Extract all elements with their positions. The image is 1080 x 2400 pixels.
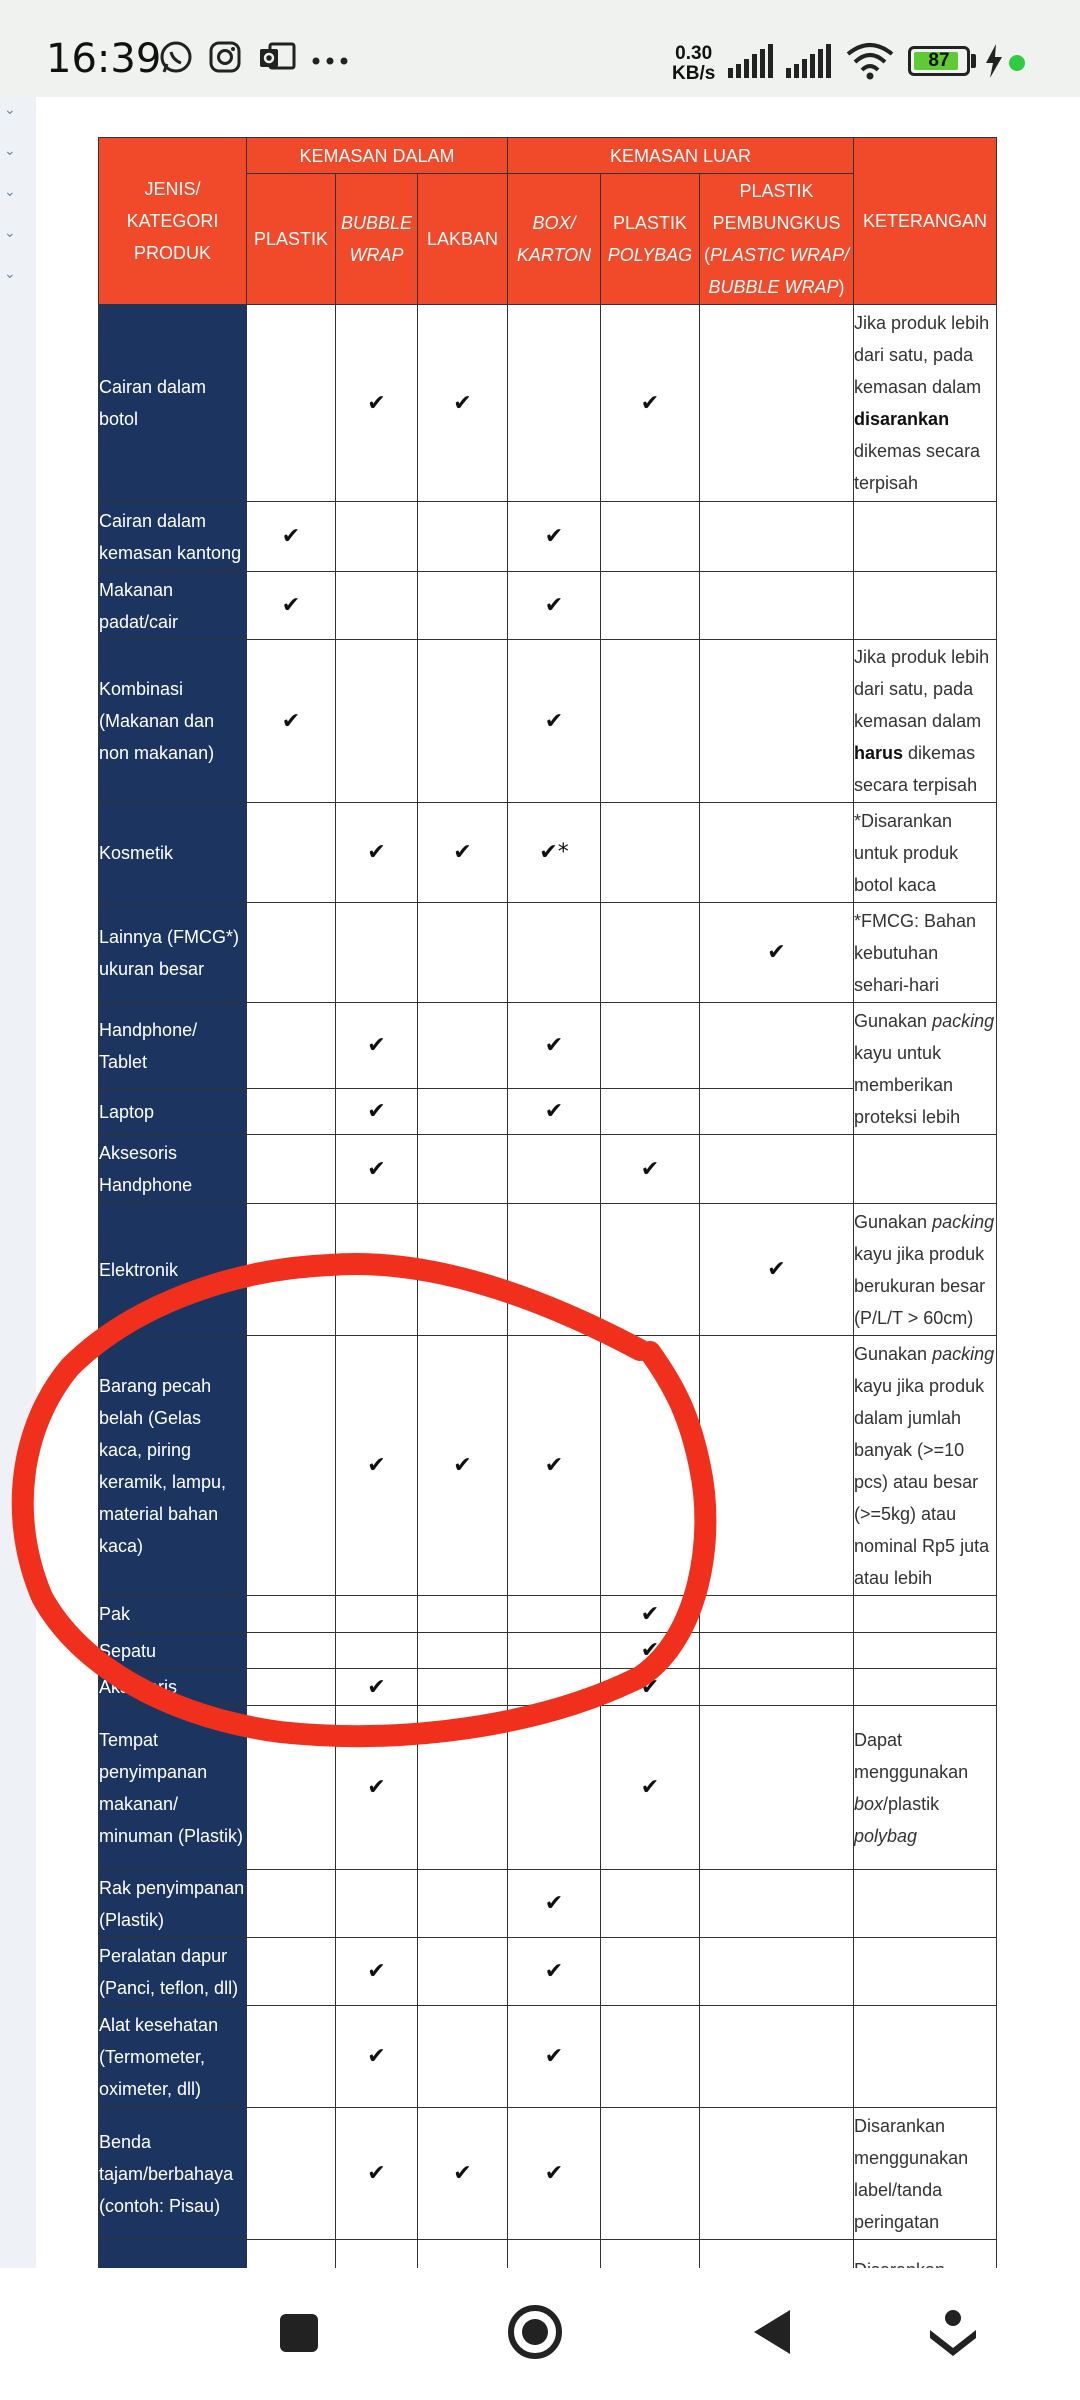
check-cell [247,1596,336,1633]
check-cell [418,1089,508,1135]
category-cell: Cairan dalam botol [99,305,247,502]
check-cell: ✔ [508,572,601,640]
check-cell: ✔ [336,305,418,502]
note-text: harus [854,743,904,763]
check-cell: ✔ [601,1135,700,1204]
category-cell: Peralatan dapur (Panci, teflon, dll) [99,1938,247,2006]
header-plastik-pembungkus [700,174,854,305]
notes-cell [854,1003,997,1135]
home-button[interactable] [507,2304,563,2360]
category-cell: Handphone/ Tablet [99,1003,247,1089]
pembungkus-a: PLASTIK PEMBUNGKUS ( [703,181,841,265]
signal-icon [728,44,774,78]
check-cell: ✔ [336,2108,418,2240]
note-text: dikemas secara terpisah [854,743,978,795]
check-cell: ✔ [508,502,601,572]
note-text: packing [932,1010,995,1031]
check-cell [601,2006,700,2108]
charging-icon [984,44,1004,78]
check-cell [700,1938,854,2006]
check-cell [336,1204,418,1336]
note-text: Gunakan [854,1343,933,1364]
note-text: kayu jika produk dalam jumlah banyak (>=10 pcs) atau besar (>=5kg) atau nominal Rp5 juta atau lebih [854,1375,990,1588]
check-cell [700,803,854,903]
check-cell: ✔ [601,1706,700,1870]
check-cell [418,903,508,1003]
table-row [99,1596,997,1633]
check-cell [700,1003,854,1089]
note-text: /plastik [883,1793,940,1814]
check-cell [418,572,508,640]
check-cell: ✔ [418,305,508,502]
outline-sidebar [0,97,36,2268]
notes-cell [854,1669,997,1706]
speed-unit: KB/s [672,63,716,84]
header-plastik: PLASTIK [247,174,336,305]
check-cell [700,1089,854,1135]
table-row [99,1633,997,1669]
chevron-down-icon[interactable]: ⌄ [4,142,16,158]
check-cell [336,640,418,803]
pembungkus-c: ) [838,277,845,297]
check-cell [700,1706,854,1870]
check-cell [700,1336,854,1596]
check-cell [601,1870,700,1938]
signal-icon [786,44,832,78]
note-text: Jika produk lebih dari satu, pada kemasan dalam [854,647,990,731]
check-cell [601,640,700,803]
check-cell [418,1938,508,2006]
check-cell: ✔ [508,640,601,803]
check-cell: ✔ [336,1938,418,2006]
check-cell [247,903,336,1003]
check-cell [247,1336,336,1596]
check-cell: ✔ [418,2108,508,2240]
category-cell: Sepatu [99,1633,247,1669]
check-cell [700,2108,854,2240]
check-cell [700,1596,854,1633]
check-cell [336,1596,418,1633]
check-cell: ✔ [601,1596,700,1633]
check-cell [601,1938,700,2006]
note-text: Gunakan [854,1010,933,1031]
notes-cell [854,1204,997,1336]
check-cell [418,1135,508,1204]
check-cell [700,1135,854,1204]
table-row [99,1135,997,1204]
check-cell [601,1204,700,1336]
header-lakban: LAKBAN [418,174,508,305]
check-cell [418,1596,508,1633]
note-text: dikemas secara terpisah [854,441,981,493]
chevron-down-icon[interactable]: ⌄ [4,265,16,281]
category-cell: Pak [99,1596,247,1633]
check-cell [336,1870,418,1938]
charging-dot [1009,55,1025,71]
table-row [99,640,997,803]
battery-tip [971,54,976,68]
check-cell [336,1633,418,1669]
check-cell [418,1870,508,1938]
check-cell [700,2006,854,2108]
check-cell [508,1204,601,1336]
header-outer-packaging: KEMASAN LUAR [508,138,854,174]
check-cell [601,1336,700,1596]
check-cell: ✔ [247,640,336,803]
check-cell [247,1669,336,1706]
notes-cell [854,305,997,502]
outlook-icon [258,40,296,74]
check-cell [700,1633,854,1669]
check-cell: ✔ [700,1204,854,1336]
category-cell: Alat kesehatan (Termometer, oximeter, dll) [99,2006,247,2108]
check-cell: ✔ [601,305,700,502]
check-cell [508,1669,601,1706]
category-cell: Elektronik [99,1204,247,1336]
check-cell [247,803,336,903]
back-button[interactable] [752,2308,792,2356]
table-row [99,1870,997,1938]
check-cell [601,1003,700,1089]
check-cell: ✔ [508,1089,601,1135]
check-cell: ✔ [247,502,336,572]
table-row [99,1336,997,1596]
check-cell: ✔ [336,2006,418,2108]
check-cell [247,1003,336,1089]
check-cell [247,2006,336,2108]
check-cell [247,305,336,502]
notes-cell [854,1596,997,1633]
check-cell [508,1706,601,1870]
check-cell [508,305,601,502]
check-cell [336,903,418,1003]
check-cell: ✔ [336,1089,418,1135]
notes-cell [854,1633,997,1669]
check-cell [601,803,700,903]
table-body [99,305,997,2300]
check-cell [336,502,418,572]
check-cell: ✔* [508,803,601,903]
category-cell: Kombinasi (Makanan dan non makanan) [99,640,247,803]
check-cell: ✔ [601,1669,700,1706]
check-cell [700,1669,854,1706]
table-row [99,502,997,572]
check-cell: ✔ [247,572,336,640]
instagram-icon [208,40,242,74]
check-cell [247,1706,336,1870]
check-cell: ✔ [336,803,418,903]
wifi-icon [846,42,894,80]
assist-button[interactable] [928,2308,978,2358]
check-cell [601,572,700,640]
check-cell [247,1633,336,1669]
table-row [99,1204,997,1336]
notes-cell [854,1135,997,1204]
table-row [99,2006,997,2108]
table-row [99,572,997,640]
note-text: disarankan [854,409,950,429]
check-cell [601,903,700,1003]
check-cell [247,1135,336,1204]
network-speed [672,44,715,84]
check-cell [247,1204,336,1336]
notes-cell [854,572,997,640]
notes-cell [854,640,997,803]
category-cell: Benda tajam/berbahaya (contoh: Pisau) [99,2108,247,2240]
check-cell [418,640,508,803]
note-text: polybag [854,1825,918,1846]
notes-cell: Disarankan menggunakan label/tanda peringatan [854,2108,997,2240]
note-text: Jika produk lebih dari satu, pada kemasan dalam [854,313,990,397]
check-cell: ✔ [508,2006,601,2108]
table-row [99,903,997,1003]
check-cell [418,1633,508,1669]
chevron-down-icon[interactable]: ⌄ [4,183,16,199]
header-polybag-label: POLYBAG [607,245,693,265]
note-text: box [854,1793,884,1814]
check-cell [247,1870,336,1938]
check-cell [418,1003,508,1089]
category-cell: Rak penyimpanan (Plastik) [99,1870,247,1938]
check-cell: ✔ [418,803,508,903]
category-cell: Aksesoris [99,1669,247,1706]
table-row [99,803,997,903]
notes-cell [854,502,997,572]
check-cell [247,1089,336,1135]
check-cell [508,903,601,1003]
header-plastik-label: PLASTIK [612,213,688,233]
check-cell [700,572,854,640]
check-cell [418,502,508,572]
check-cell: ✔ [601,1633,700,1669]
check-cell [700,1870,854,1938]
category-cell: Barang pecah belah (Gelas kaca, piring keramik, lampu, material bahan kaca) [99,1336,247,1596]
check-cell [418,2006,508,2108]
note-text: kayu jika produk berukuran besar (P/L/T > 60cm) [854,1243,986,1328]
check-cell: ✔ [700,903,854,1003]
battery-icon [908,46,970,76]
check-cell [418,1204,508,1336]
check-cell [700,502,854,572]
packaging-table [98,137,997,2300]
status-bar [0,0,1080,97]
chevron-down-icon[interactable]: ⌄ [4,224,16,240]
table-row [99,1669,997,1706]
check-cell [508,1633,601,1669]
note-text: Gunakan [854,1211,933,1232]
header-category: JENIS/ KATEGORI PRODUK [99,138,247,305]
category-cell: Cairan dalam kemasan kantong [99,502,247,572]
table-row [99,1706,997,1870]
check-cell [418,1669,508,1706]
battery-level: 87 [928,50,950,71]
check-cell [508,1135,601,1204]
note-text: Dapat menggunakan [854,1729,969,1782]
check-cell: ✔ [418,1336,508,1596]
check-cell [508,1596,601,1633]
table-row [99,2108,997,2240]
pembungkus-b: PLASTIC WRAP/ BUBBLE WRAP [708,245,850,297]
check-cell: ✔ [336,1669,418,1706]
check-cell: ✔ [508,1870,601,1938]
notes-cell [854,2006,997,2108]
notes-cell: *Disarankan untuk produk botol kaca [854,803,997,903]
notes-cell [854,1706,997,1870]
header-bubble-wrap: BUBBLE WRAP [336,174,418,305]
category-cell: Lainnya (FMCG*) ukuran besar [99,903,247,1003]
web-content[interactable] [0,97,1080,2268]
check-cell [700,640,854,803]
whatsapp-icon [158,40,194,76]
notes-cell [854,1336,997,1596]
check-cell [700,305,854,502]
check-cell: ✔ [336,1336,418,1596]
header-inner-packaging: KEMASAN DALAM [247,138,508,174]
category-cell: Tempat penyimpanan makanan/ minuman (Plastik) [99,1706,247,1870]
check-cell: ✔ [508,2108,601,2240]
header-box-karton: BOX/ KARTON [508,174,601,305]
table-row [99,1003,997,1089]
status-time: 16:39 [46,36,162,82]
check-cell: ✔ [508,1003,601,1089]
check-cell [336,572,418,640]
table-row [99,305,997,502]
check-cell: ✔ [336,1135,418,1204]
note-text: packing [932,1211,995,1232]
note-text: kayu untuk memberikan proteksi lebih [854,1042,961,1127]
check-cell: ✔ [336,1706,418,1870]
note-text: packing [932,1343,995,1364]
category-cell: Makanan padat/cair [99,572,247,640]
category-cell: Kosmetik [99,803,247,903]
check-cell [247,2108,336,2240]
notes-cell [854,1870,997,1938]
category-cell: Laptop [99,1089,247,1135]
notes-cell [854,1938,997,2006]
category-cell: Aksesoris Handphone [99,1135,247,1204]
header-plastik-polybag [601,174,700,305]
chevron-down-icon[interactable]: ⌄ [4,101,16,117]
check-cell [601,2108,700,2240]
recents-button[interactable] [278,2312,320,2354]
navigation-bar [0,2268,1080,2400]
check-cell [418,1706,508,1870]
check-cell: ✔ [336,1003,418,1089]
notes-cell: *FMCG: Bahan kebutuhan sehari-hari [854,903,997,1003]
table-row [99,1938,997,2006]
check-cell [601,1089,700,1135]
check-cell: ✔ [508,1938,601,2006]
check-cell [601,502,700,572]
check-cell [247,1938,336,2006]
more-dots-icon[interactable] [312,56,348,66]
check-cell: ✔ [508,1336,601,1596]
header-notes: KETERANGAN [854,138,997,305]
speed-value: 0.30 [675,43,713,64]
